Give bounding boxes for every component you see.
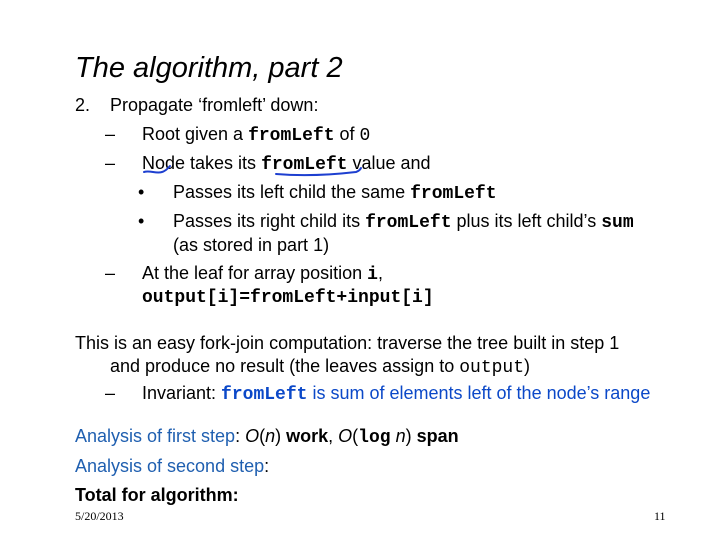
var-n: n [265,426,276,446]
big-o: O [245,426,260,446]
dash-root-line [142,122,370,148]
analysis-second-step [75,454,269,478]
log-code: log [358,428,391,448]
step-2-text: Propagate ‘fromleft’ down: [110,95,319,115]
bullet2-code1: fromLeft [365,213,452,233]
para-line2b: ) [524,356,531,376]
bullet1-code: fromLeft [410,184,497,204]
dash-leaf-line [142,261,383,287]
paren: ) [405,426,417,446]
big-o: O [338,426,353,446]
analysis1-colon: : [235,426,246,446]
footer-page-number: 11 [654,509,666,523]
invariant-pre: Invariant: [142,383,222,403]
node-code: fromLeft [261,155,348,175]
analysis1-label: Analysis of first step [75,426,236,446]
paren: ( [352,426,359,446]
leaf-code: i [367,265,378,285]
invariant-line [142,381,650,407]
dash-marker: – [105,383,116,403]
bullet-marker: • [138,182,145,202]
root-mid: of [334,124,360,144]
analysis2-colon: : [264,456,270,476]
root-pre: Root given a [142,124,249,144]
dash-marker: – [105,263,116,283]
root-zero: 0 [359,126,371,146]
bullet2-pre: Passes its right child its [173,211,366,231]
invariant-post: is sum of elements left of the node’s range [307,383,651,403]
analysis2-label: Analysis of second step [75,456,265,476]
invariant-code: fromLeft [221,385,308,405]
span-label: span [416,426,459,446]
comma: , [328,426,339,446]
bullet2-mid: plus its left child’s [451,211,602,231]
bullet2-code2: sum [601,213,634,233]
para-code: output [459,358,525,378]
paragraph-line1: This is an easy fork-join computation: traverse the tree built in step 1 [75,333,620,353]
dash-node-line [142,151,431,177]
leaf-comma: , [377,263,383,283]
leaf-assignment-code: output[i]=fromLeft+input[i] [142,288,434,308]
bullet-marker: • [138,211,145,231]
bullet1-pre: Passes its left child the same [173,182,411,202]
bullet-left-child [173,180,497,206]
paren: ( [259,426,266,446]
bullet2-line2: (as stored in part 1) [173,235,330,255]
paren: ) [275,426,287,446]
footer-date: 5/20/2013 [75,509,124,523]
node-pre: Node takes its [142,153,262,173]
step-2-number: 2. [75,95,91,115]
slide-title: The algorithm, part 2 [75,52,343,84]
paragraph-line2 [110,354,530,380]
leaf-pre: At the leaf for array position [142,263,368,283]
dash-marker: – [105,153,116,173]
var-n: n [395,426,406,446]
total-for-algorithm: Total for algorithm: [75,485,239,505]
dash-marker: – [105,124,116,144]
analysis-first-step [75,424,459,450]
bullet-right-child [173,209,634,235]
para-line2a: and produce no result (the leaves assign to [110,356,460,376]
root-code: fromLeft [248,126,335,146]
node-post: value and [347,153,431,173]
work-label: work [286,426,329,446]
